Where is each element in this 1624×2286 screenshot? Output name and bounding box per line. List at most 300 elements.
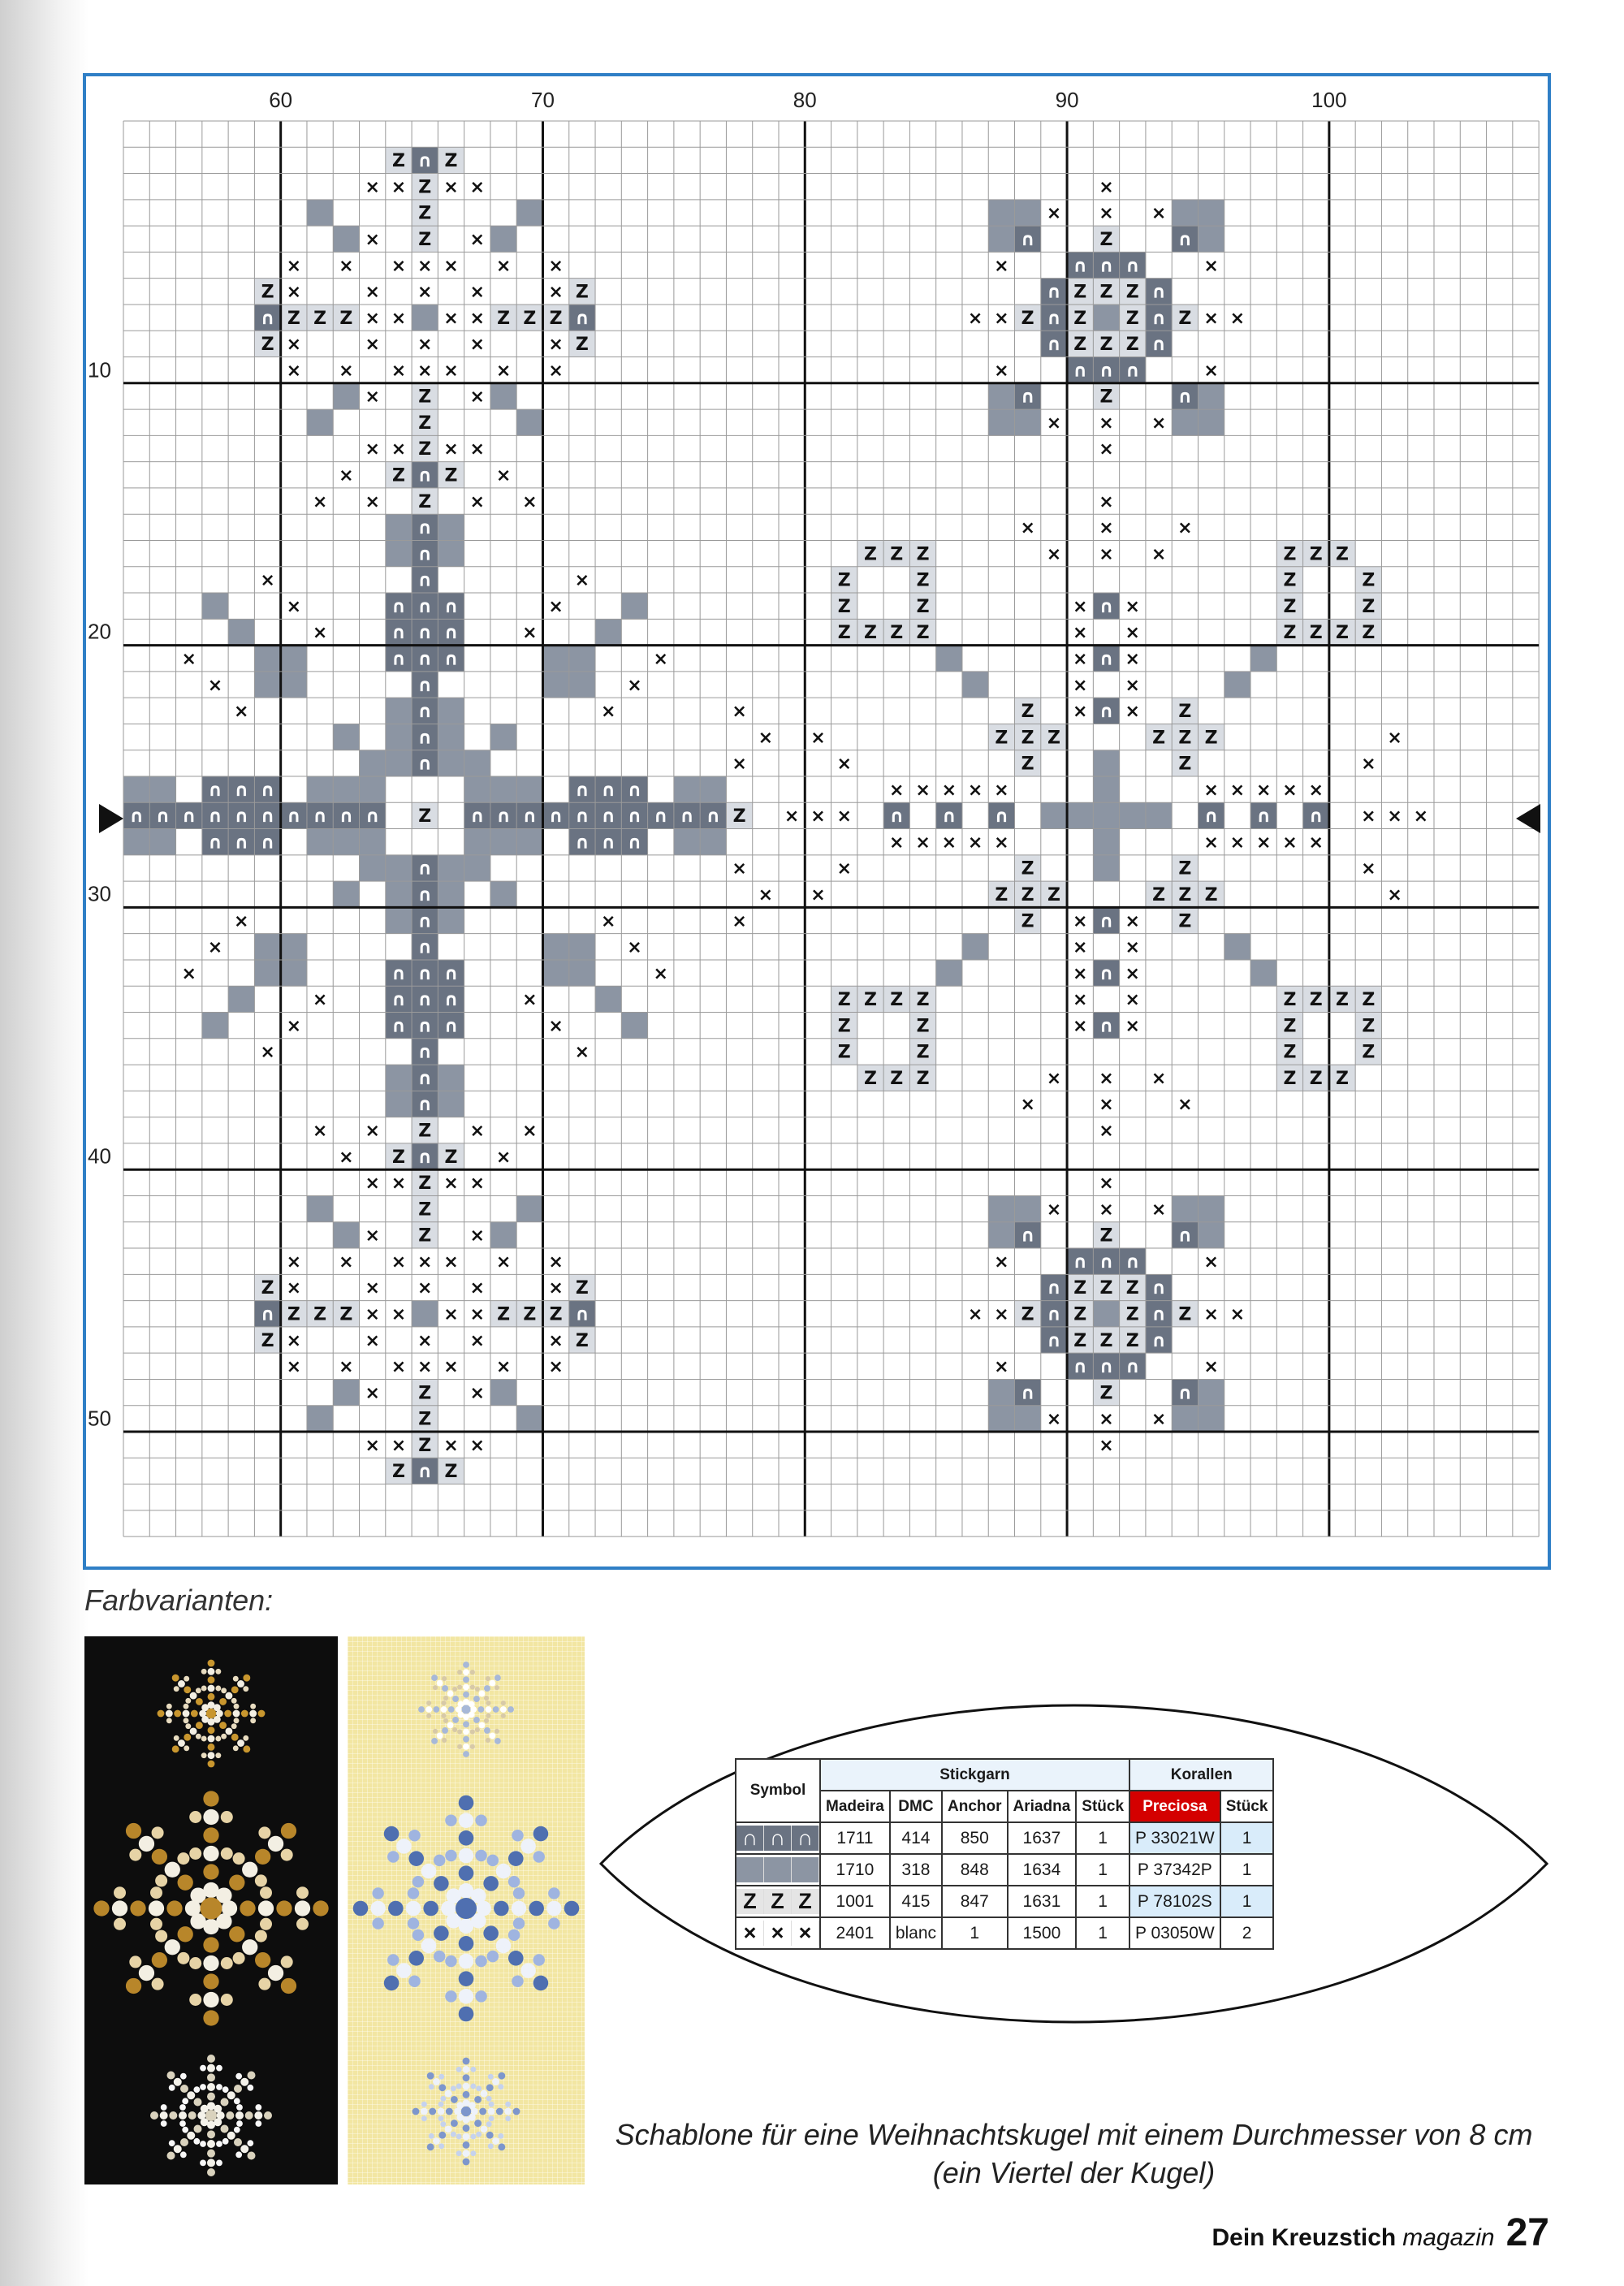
svg-text:×: ×	[1361, 858, 1376, 879]
stitch-z	[883, 1065, 909, 1091]
stitch-bead	[1093, 907, 1119, 933]
stitch-x	[595, 907, 621, 933]
stitch-x	[1120, 986, 1146, 1012]
stitch-x	[569, 567, 595, 593]
stitch-x	[1093, 488, 1119, 514]
stitch-bead	[569, 829, 595, 855]
legend-row	[736, 1886, 1273, 1917]
svg-text:Z: Z	[1021, 858, 1034, 879]
svg-text:∩: ∩	[417, 151, 433, 172]
svg-text:×: ×	[495, 1147, 512, 1168]
stitch-x	[726, 907, 752, 933]
svg-text:×: ×	[1073, 963, 1088, 984]
stitch-bead	[1015, 1222, 1041, 1248]
stitch-x	[1067, 619, 1093, 645]
stitch-bead	[386, 593, 412, 619]
legend-symbol-swatch	[736, 1822, 820, 1854]
stitch-x	[1093, 1432, 1119, 1458]
svg-text:×: ×	[810, 885, 826, 906]
stitch-bead	[412, 593, 438, 619]
stitch-bead	[1120, 1248, 1146, 1274]
stitch-z	[254, 1327, 280, 1353]
stitch-z	[1303, 986, 1329, 1012]
stitch-x	[464, 383, 490, 409]
svg-text:×: ×	[286, 1330, 302, 1351]
stitch-z	[1067, 279, 1093, 305]
row-label-30: 30	[88, 881, 111, 906]
svg-text:∩: ∩	[1099, 1251, 1114, 1273]
svg-text:×: ×	[627, 675, 642, 696]
stitch-full	[464, 855, 490, 881]
svg-text:∩: ∩	[1151, 308, 1166, 329]
page-footer	[1212, 2210, 1549, 2255]
stitch-x	[1198, 252, 1224, 278]
svg-text:×: ×	[391, 177, 407, 198]
svg-text:∩: ∩	[1047, 282, 1061, 303]
stitch-x	[386, 305, 412, 331]
svg-text:×: ×	[1125, 937, 1140, 958]
svg-text:Z: Z	[1283, 596, 1297, 617]
svg-text:Z: Z	[864, 623, 877, 644]
legend-symbol-glyph: ∩	[736, 1826, 764, 1851]
stitch-full	[1093, 802, 1119, 828]
svg-text:∩: ∩	[627, 832, 642, 853]
caption-line-1: Schablone für eine Weihnachtskugel mit einem Durchmesser von 8 cm	[615, 2118, 1533, 2151]
svg-text:Z: Z	[1178, 858, 1192, 879]
row-label-10: 10	[88, 357, 111, 382]
svg-text:Z: Z	[1178, 754, 1192, 775]
svg-text:×: ×	[600, 702, 616, 723]
svg-text:×: ×	[365, 387, 380, 408]
row-label-40: 40	[88, 1143, 111, 1169]
stitch-bead	[412, 147, 438, 173]
svg-text:×: ×	[548, 1251, 564, 1273]
svg-text:×: ×	[1099, 413, 1114, 434]
stitch-x	[360, 279, 386, 305]
svg-text:Z: Z	[523, 308, 537, 329]
stitch-x	[621, 672, 647, 698]
stitch-z	[1015, 698, 1041, 724]
svg-text:∩: ∩	[417, 570, 433, 591]
svg-text:×: ×	[548, 1357, 564, 1378]
legend-symbol-swatch	[736, 1886, 820, 1917]
cross-stitch-chart	[83, 73, 1551, 1570]
stitch-bead	[412, 855, 438, 881]
svg-text:×: ×	[1073, 911, 1088, 932]
stitch-z	[1172, 881, 1198, 907]
stitch-bead	[1093, 357, 1119, 383]
svg-text:×: ×	[391, 256, 407, 277]
stitch-full	[1198, 1222, 1224, 1248]
svg-text:×: ×	[443, 1304, 459, 1325]
stitch-x	[726, 698, 752, 724]
svg-text:×: ×	[1151, 544, 1167, 565]
stitch-full	[254, 672, 280, 698]
svg-text:∩: ∩	[417, 911, 433, 932]
stitch-x	[360, 488, 386, 514]
stitch-z	[988, 724, 1014, 750]
svg-text:×: ×	[1020, 1095, 1035, 1116]
stitch-x	[1120, 619, 1146, 645]
svg-text:×: ×	[784, 806, 800, 828]
svg-text:Z: Z	[1336, 1068, 1349, 1089]
stitch-z	[831, 1039, 857, 1065]
svg-text:Z: Z	[890, 990, 904, 1011]
stitch-x	[1067, 672, 1093, 698]
svg-text:∩: ∩	[1151, 1330, 1166, 1351]
svg-text:×: ×	[522, 990, 538, 1011]
stitch-x	[438, 1301, 464, 1327]
stitch-x	[360, 1117, 386, 1143]
beaded-snowflake-icon	[412, 2058, 520, 2166]
stitch-x	[281, 279, 307, 305]
stitch-x	[1146, 200, 1172, 226]
stitch-z	[909, 619, 935, 645]
stitch-full	[281, 934, 307, 960]
stitch-z	[1067, 1301, 1093, 1327]
stitch-z	[1172, 724, 1198, 750]
svg-text:×: ×	[443, 361, 459, 382]
stitch-bead	[595, 776, 621, 802]
svg-text:∩: ∩	[1151, 1278, 1166, 1299]
svg-text:Z: Z	[1073, 282, 1087, 303]
legend-cell-madeira: 1001	[820, 1886, 890, 1917]
stitch-x	[1120, 907, 1146, 933]
stitch-z	[1329, 986, 1355, 1012]
stitch-x	[464, 1432, 490, 1458]
stitch-bead	[254, 1301, 280, 1327]
stitch-full	[438, 1091, 464, 1117]
stitch-full	[1172, 409, 1198, 435]
stitch-z	[438, 462, 464, 488]
stitch-x	[962, 305, 988, 331]
svg-text:×: ×	[994, 832, 1009, 853]
stitch-x	[386, 1432, 412, 1458]
stitch-x	[542, 252, 568, 278]
stitch-z	[1355, 1013, 1381, 1039]
svg-text:Z: Z	[1283, 1042, 1297, 1063]
page-edge-shadow	[0, 0, 89, 2286]
svg-text:Z: Z	[916, 623, 930, 644]
svg-text:×: ×	[1229, 832, 1246, 853]
svg-text:×: ×	[1361, 754, 1376, 775]
svg-text:∩: ∩	[1177, 387, 1193, 408]
column-label-70: 70	[531, 88, 555, 112]
stitch-x	[464, 1222, 490, 1248]
stitch-bead	[1120, 252, 1146, 278]
stitch-z	[569, 279, 595, 305]
stitch-z	[1093, 1222, 1119, 1248]
svg-text:×: ×	[1046, 203, 1062, 224]
stitch-x	[1067, 698, 1093, 724]
stitch-full	[360, 750, 386, 776]
stitch-x	[1093, 1091, 1119, 1117]
svg-text:∩: ∩	[1047, 308, 1061, 329]
beaded-snowflake-icon	[418, 1662, 514, 1757]
svg-text:×: ×	[967, 780, 983, 801]
svg-text:Z: Z	[261, 1278, 274, 1299]
svg-text:∩: ∩	[260, 806, 275, 828]
stitch-x	[569, 1039, 595, 1065]
legend-cell-ariadna: 1637	[1008, 1822, 1077, 1854]
svg-text:Z: Z	[1125, 282, 1139, 303]
stitch-full	[333, 383, 359, 409]
stitch-bead	[621, 802, 647, 828]
stitch-z	[1093, 1327, 1119, 1353]
stitch-full	[1015, 409, 1041, 435]
stitch-z	[1015, 881, 1041, 907]
svg-text:×: ×	[1046, 1068, 1062, 1089]
svg-text:Z: Z	[890, 1068, 904, 1089]
stitch-full	[123, 776, 149, 802]
svg-text:Z: Z	[916, 1042, 930, 1063]
stitch-x	[228, 698, 254, 724]
stitch-x	[988, 1353, 1014, 1379]
svg-text:×: ×	[365, 1278, 380, 1299]
svg-text:∩: ∩	[941, 806, 957, 828]
stitch-z	[1303, 619, 1329, 645]
legend-cell-dmc: blanc	[890, 1917, 942, 1949]
svg-text:Z: Z	[1362, 1042, 1376, 1063]
stitch-bead	[412, 724, 438, 750]
svg-text:×: ×	[1046, 1199, 1062, 1221]
stitch-x	[1041, 1406, 1067, 1432]
stitch-bead	[490, 802, 516, 828]
legend-col-madeira: Madeira	[820, 1791, 890, 1822]
legend-cell-stueck2: 1	[1220, 1854, 1274, 1886]
svg-text:Z: Z	[418, 439, 432, 460]
svg-text:Z: Z	[1178, 885, 1192, 906]
svg-text:Z: Z	[287, 308, 300, 329]
stitch-x	[831, 855, 857, 881]
stitch-full	[281, 646, 307, 672]
stitch-z	[1093, 331, 1119, 357]
svg-text:∩: ∩	[1099, 596, 1114, 617]
svg-text:∩: ∩	[417, 702, 433, 723]
svg-text:∩: ∩	[417, 675, 433, 696]
svg-text:×: ×	[391, 439, 407, 460]
stitch-z	[1276, 1065, 1302, 1091]
svg-text:Z: Z	[1336, 544, 1349, 565]
legend-symbol-glyph: ×	[736, 1921, 764, 1946]
stitch-bead	[1041, 279, 1067, 305]
svg-text:×: ×	[1125, 963, 1140, 984]
legend-cell-ariadna: 1500	[1008, 1917, 1077, 1949]
stitch-full	[386, 855, 412, 881]
stitch-x	[281, 1353, 307, 1379]
stitch-x	[1067, 934, 1093, 960]
stitch-full	[700, 776, 726, 802]
stitch-x	[988, 1248, 1014, 1274]
stitch-bead	[202, 776, 228, 802]
svg-text:×: ×	[234, 702, 249, 723]
stitch-z	[726, 802, 752, 828]
svg-text:∩: ∩	[129, 806, 145, 828]
svg-text:Z: Z	[497, 1304, 511, 1325]
svg-text:∩: ∩	[601, 780, 616, 801]
stitch-x	[386, 1353, 412, 1379]
svg-text:∩: ∩	[1125, 256, 1140, 277]
stitch-full	[333, 1222, 359, 1248]
stitch-bead	[438, 960, 464, 986]
stitch-full	[1172, 1195, 1198, 1221]
stitch-bead	[176, 802, 202, 828]
stitch-z	[1041, 724, 1067, 750]
svg-text:∩: ∩	[1203, 806, 1219, 828]
stitch-full	[438, 855, 464, 881]
svg-text:×: ×	[836, 806, 852, 828]
svg-text:∩: ∩	[601, 832, 616, 853]
stitch-z	[1015, 855, 1041, 881]
stitch-x	[1303, 829, 1329, 855]
stitch-x	[202, 934, 228, 960]
svg-text:×: ×	[286, 282, 302, 303]
stitch-z	[1120, 1327, 1146, 1353]
svg-text:Z: Z	[1021, 754, 1034, 775]
stitch-full	[962, 672, 988, 698]
stitch-z	[1067, 331, 1093, 357]
svg-text:∩: ∩	[260, 308, 275, 329]
stitch-z	[1303, 540, 1329, 566]
stitch-z	[412, 1379, 438, 1405]
svg-text:Z: Z	[575, 1278, 589, 1299]
svg-text:×: ×	[234, 911, 249, 932]
stitch-full	[464, 829, 490, 855]
svg-text:×: ×	[548, 361, 564, 382]
svg-text:Z: Z	[1021, 885, 1034, 906]
svg-text:×: ×	[1099, 1435, 1114, 1456]
stitch-z	[412, 1195, 438, 1221]
svg-text:∩: ∩	[417, 1042, 433, 1063]
svg-text:×: ×	[1099, 491, 1114, 512]
magazine-word: magazin	[1402, 2224, 1495, 2251]
svg-text:Z: Z	[523, 1304, 537, 1325]
svg-text:Z: Z	[1362, 623, 1376, 644]
legend-cell-stueck: 1	[1076, 1854, 1129, 1886]
svg-text:×: ×	[1203, 361, 1219, 382]
stitch-full	[674, 829, 700, 855]
stitch-full	[1015, 1195, 1041, 1221]
svg-text:×: ×	[181, 963, 197, 984]
svg-text:∩: ∩	[1099, 649, 1114, 670]
svg-text:Z: Z	[575, 1330, 589, 1351]
stitch-z	[1015, 305, 1041, 331]
stitch-z	[412, 1222, 438, 1248]
svg-text:Z: Z	[916, 544, 930, 565]
stitch-z	[1172, 907, 1198, 933]
stitch-z	[1172, 698, 1198, 724]
svg-text:×: ×	[391, 1357, 407, 1378]
svg-text:∩: ∩	[443, 1016, 459, 1037]
svg-text:Z: Z	[1204, 728, 1218, 749]
legend-cell-ariadna: 1634	[1008, 1854, 1077, 1886]
legend-cell-dmc: 318	[890, 1854, 942, 1886]
svg-text:×: ×	[1282, 832, 1298, 853]
stitch-x	[542, 1013, 568, 1039]
stitch-bead	[1041, 1274, 1067, 1300]
stitch-x	[1355, 802, 1381, 828]
stitch-bead	[412, 672, 438, 698]
stitch-full	[1067, 802, 1093, 828]
legend-col-preciosa: Preciosa	[1129, 1791, 1220, 1822]
stitch-full	[1250, 646, 1276, 672]
svg-text:Z: Z	[837, 1016, 851, 1037]
svg-text:×: ×	[810, 806, 826, 828]
legend-cell-preciosa: P 03050W	[1129, 1917, 1220, 1949]
legend-cell-anchor: 847	[942, 1886, 1008, 1917]
stitch-x	[386, 357, 412, 383]
svg-text:Z: Z	[1047, 728, 1060, 749]
stitch-z	[831, 619, 857, 645]
stitch-full	[988, 409, 1014, 435]
stitch-z	[1146, 724, 1172, 750]
svg-text:×: ×	[365, 282, 380, 303]
svg-text:∩: ∩	[1099, 256, 1114, 277]
svg-text:×: ×	[994, 1357, 1009, 1378]
svg-text:×: ×	[758, 728, 774, 749]
svg-text:Z: Z	[995, 885, 1009, 906]
svg-text:×: ×	[495, 1251, 512, 1273]
stitch-full	[1146, 802, 1172, 828]
svg-text:×: ×	[286, 361, 302, 382]
stitch-z	[1355, 1039, 1381, 1065]
svg-text:×: ×	[810, 728, 826, 749]
stitch-full	[412, 305, 438, 331]
stitch-full	[490, 829, 516, 855]
svg-text:Z: Z	[1125, 335, 1139, 356]
svg-text:Z: Z	[391, 151, 405, 172]
svg-text:Z: Z	[418, 1121, 432, 1142]
svg-text:Z: Z	[391, 1462, 405, 1483]
svg-text:Z: Z	[1178, 728, 1192, 749]
stitch-x	[333, 1143, 359, 1169]
legend-symbol-glyph: Z	[764, 1889, 792, 1914]
legend-cell-anchor: 1	[942, 1917, 1008, 1949]
stitch-full	[1120, 802, 1146, 828]
stitch-x	[254, 1039, 280, 1065]
svg-text:×: ×	[836, 858, 852, 879]
stitch-bead	[412, 567, 438, 593]
stitch-z	[438, 147, 464, 173]
svg-text:Z: Z	[1309, 1068, 1323, 1089]
svg-text:×: ×	[1046, 1409, 1062, 1430]
svg-text:Z: Z	[890, 623, 904, 644]
legend-group-korallen: Korallen	[1129, 1759, 1273, 1791]
variant-photo-gold-on-black	[84, 1636, 338, 2184]
stitch-x	[386, 174, 412, 200]
stitch-x	[438, 174, 464, 200]
stitch-x	[490, 1248, 516, 1274]
stitch-z	[412, 1406, 438, 1432]
svg-text:×: ×	[207, 675, 223, 696]
svg-text:×: ×	[260, 1042, 275, 1063]
stitch-x	[360, 174, 386, 200]
svg-text:Z: Z	[837, 1042, 851, 1063]
stitch-z	[831, 1013, 857, 1039]
svg-text:∩: ∩	[234, 806, 249, 828]
svg-text:×: ×	[339, 1251, 354, 1273]
svg-text:∩: ∩	[208, 832, 222, 853]
svg-text:∩: ∩	[574, 780, 590, 801]
svg-text:×: ×	[391, 1435, 407, 1456]
stitch-x	[281, 1013, 307, 1039]
svg-text:×: ×	[915, 780, 931, 801]
stitch-x	[1172, 514, 1198, 540]
stitch-x	[360, 226, 386, 252]
stitch-x	[490, 462, 516, 488]
stitch-bead	[412, 514, 438, 540]
stitch-full	[333, 776, 359, 802]
